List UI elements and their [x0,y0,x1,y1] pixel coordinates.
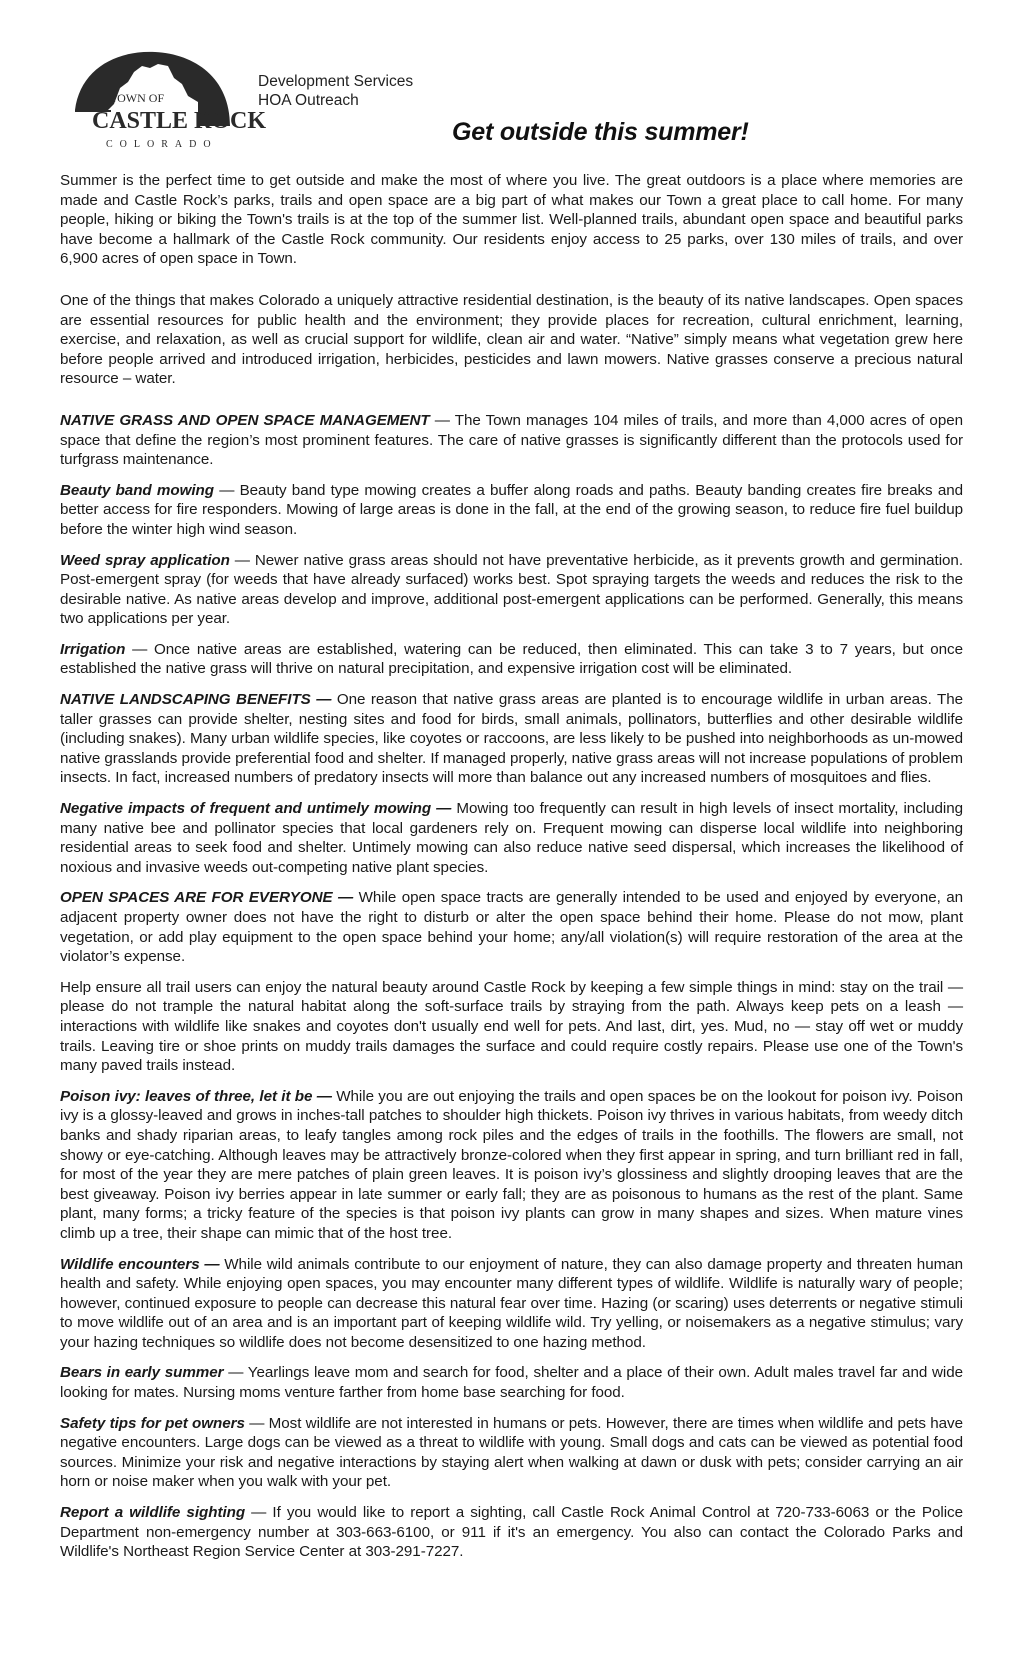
section-lead: Safety tips for pet owners [60,1414,245,1432]
section-irrigation [60,640,963,679]
section-lead: Weed spray application [60,551,230,569]
intro-paragraph: Summer is the perfect time to get outside and make the most of where you live. The great outdoors is a place where memories are made and Castle Rock’s parks, trails and open space are a big part of what makes our Town a great place to call home. For many people, hiking or biking the Town's trails is at the top of the summer list. Well-planned trails, abundant open space and beautiful parks have become a hallmark of the Castle Rock community. Our residents enjoy access to 25 parks, over 130 miles of trails, and over 6,900 acres of open space in Town. [60,172,963,268]
section-open-spaces-for-everyone [60,888,963,966]
section-text: — Yearlings leave mom and search for food, shelter and a place of their own. Adult males travel far and wide looking for mates. Nursing moms venture farther from home base searching for food. [60,1364,963,1402]
section-text: — The Town manages 104 miles of trails, and more than 4,000 acres of open space that define the region’s most prominent features. The care of native grasses is significantly different than the protocols used for turfgrass maintenance. [60,411,964,469]
section-beauty-band-mowing [60,481,963,540]
section-text: While open space tracts are generally intended to be used and enjoyed by everyone, an adjacent property owner does not have the right to disturb or alter the open space behind their home. Please do not mow, plant vegetation, or add play equipment to the open space behind your home; any/all violation(s) will require restoration of the area at the violator’s expense. [60,889,964,966]
section-text: While wild animals contribute to our enjoyment of nature, they can also damage property and threaten human health and safety. While enjoying open spaces, you may encounter many different types of wildlife. Wildlife is naturally wary of people; however, continued exposure to people can decrease this natural fear over time. Hazing (or scaring) uses deterrents or negative stimuli to move wildlife out of an area and is an important part of keeping wildlife wild. Try yelling, or noisemakers as a negative stimulus; vary your hazing techniques so wildlife does not become desensitized to one hazing method. [60,1255,963,1351]
castle-rock-logo [70,48,267,158]
section-native-landscaping-benefits [60,690,963,788]
page-headline: Get outside this summer! [452,118,749,146]
section-lead: NATIVE LANDSCAPING BENEFITS — [60,691,332,709]
org-department: Development Services [258,73,414,90]
section-text: — Beauty band type mowing creates a buffer along roads and paths. Beauty banding creates fire breaks and better access for fire responders. Mowing of large areas is done in the fall, at the end of the growing season, to reduce fire fuel buildup before the winter high wind season. [60,481,964,538]
section-text: — Once native areas are established, watering can be reduced, then eliminated. This can take 3 to 7 years, but once established the native grass will thrive on natural precipitation, and expensive irrigation cost will be eliminated. [60,640,963,678]
section-text: — Most wildlife are not interested in humans or pets. However, there are times when wildlife and pets have negative encounters. Large dogs can be viewed as a threat to wildlife with young. Small dogs and cats can be viewed as potential food sources. Minimize your risk and negative interactions by staying alert when walking at dawn or dusk with pets; consider carrying an air horn or noise maker when you walk with your pet. [60,1414,963,1491]
section-text: — Newer native grass areas should not have preventative herbicide, as it prevents growth and germination. Post-emergent spray (for weeds that have already surfaced) works best. Spot spraying targets the weeds and reduces the risk to the desirable native. As native areas develop and improve, additional post-emergent applications can be performed. Generally, this means two applications per year. [60,551,963,628]
section-text: Help ensure all trail users can enjoy the natural beauty around Castle Rock by keeping a few simple things in mind: stay on the trail — please do not trample the natural habitat along the soft-surface trails by straying from the path. Always keep pets on a leash — interactions with wildlife like snakes and coyotes don't usually end well for pets. And last, dirt, yes. Mud, no — stay off wet or muddy trails. Leaving tire or shoe prints on muddy trails damages the surface and could require costly repairs. Please use one of the Town's many paved trails instead. [60,978,963,1075]
section-bears [60,1363,963,1402]
section-weed-spray [60,551,963,629]
section-lead: OPEN SPACES ARE FOR EVERYONE — [60,889,354,907]
section-lead: Bears in early summer [60,1364,224,1382]
logo-state: COLORADO [106,139,218,150]
article-body [60,171,963,1562]
section-lead: Negative impacts of frequent and untimely mowing — [60,800,452,818]
section-report-sighting [60,1503,963,1562]
section-lead: Poison ivy: leaves of three, let it be — [60,1087,332,1105]
logo-name: CASTLE ROCK [92,108,267,134]
intro-paragraph: One of the things that makes Colorado a uniquely attractive residential destination, is the beauty of its native landscapes. Open spaces are essential resources for public health and the environment; they provide places for recreation, cultural enrichment, learning, exercise, and relaxation, as well as crucial support for wildlife, clean air and water. “Native” simply means what vegetation grew here before people arrived and introduced irrigation, herbicides, pesticides and lawn mowers. Native grasses conserve a precious natural resource – water. [60,291,963,388]
section-lead: Beauty band mowing [60,481,214,499]
section-lead: Irrigation [60,640,126,658]
org-program: HOA Outreach [258,92,359,109]
section-text: Mowing too frequently can result in high levels of insect mortality, including many native bee and pollinator species that local gardeners rely on. Frequent mowing can disperse local wildlife into neighboring residential areas to seek food and shelter. Untimely mowing can also reduce native seed dispersal, which increases the likelihood of noxious and invasive weeds out-competing native plant species. [60,800,963,876]
logo-town-of: TOWN OF [110,91,165,105]
section-text: — If you would like to report a sighting, call Castle Rock Animal Control at 720-733-6063 or the Police Department non-emergency number at 303-663-6100, or 911 if it's an emergency. You also can contact the Colorado Parks and Wildlife's Northeast Region Service Center at 303-291-7227. [60,1504,963,1561]
section-pet-safety [60,1414,963,1492]
section-poison-ivy [60,1087,963,1244]
section-lead: NATIVE GRASS AND OPEN SPACE MANAGEMENT [60,411,430,429]
section-text: While you are out enjoying the trails and open spaces be on the lookout for poison ivy. Poison ivy is a glossy-leaved and grows in inches-tall patches to shoulder high thickets. Poison ivy thrives in various habitats, from weedy ditch banks and shady riparian areas, to leafy tangles among rock piles and the edges of trails in the foothills. The flowers are small, not showy or eye-catching. Although leaves may be attractively bronze-colored when they first appear in spring, and turn brilliant red in fall, for most of the year they are mere patches of plain green leaves. It is poison ivy’s glossiness and slightly drooping leaves that are the best giveaway. Poison ivy berries appear in late summer or early fall; they are as poisonous to humans as the rest of the plant. Same plant, many forms; a tricky feature of the species is that poison ivy plants can grow in many shapes and sizes. When mature vines climb up a tree, their shape can mimic that of the host tree. [60,1087,963,1242]
section-text: One reason that native grass areas are planted is to encourage wildlife in urban areas. The taller grasses can provide shelter, nesting sites and food for birds, small animals, pollinators, butterflies and other desirable wildlife (including snakes). Many urban wildlife species, like coyotes or raccoons, are less likely to be pushed into neighborhoods as un-mowed native grasslands provide preferential food and shelter. If managed properly, native grass areas will not increase populations of problem insects. In fact, increased numbers of predatory insects will more than balance out any increased numbers of mosquitoes and flies. [60,691,963,787]
section-native-grass-management [60,411,963,470]
section-lead: Wildlife encounters — [60,1255,220,1273]
section-lead: Report a wildlife sighting [60,1504,246,1522]
org-block [258,72,413,110]
section-trail-etiquette [60,978,963,1076]
section-negative-mowing-impacts [60,799,963,877]
section-wildlife-encounters [60,1255,963,1353]
